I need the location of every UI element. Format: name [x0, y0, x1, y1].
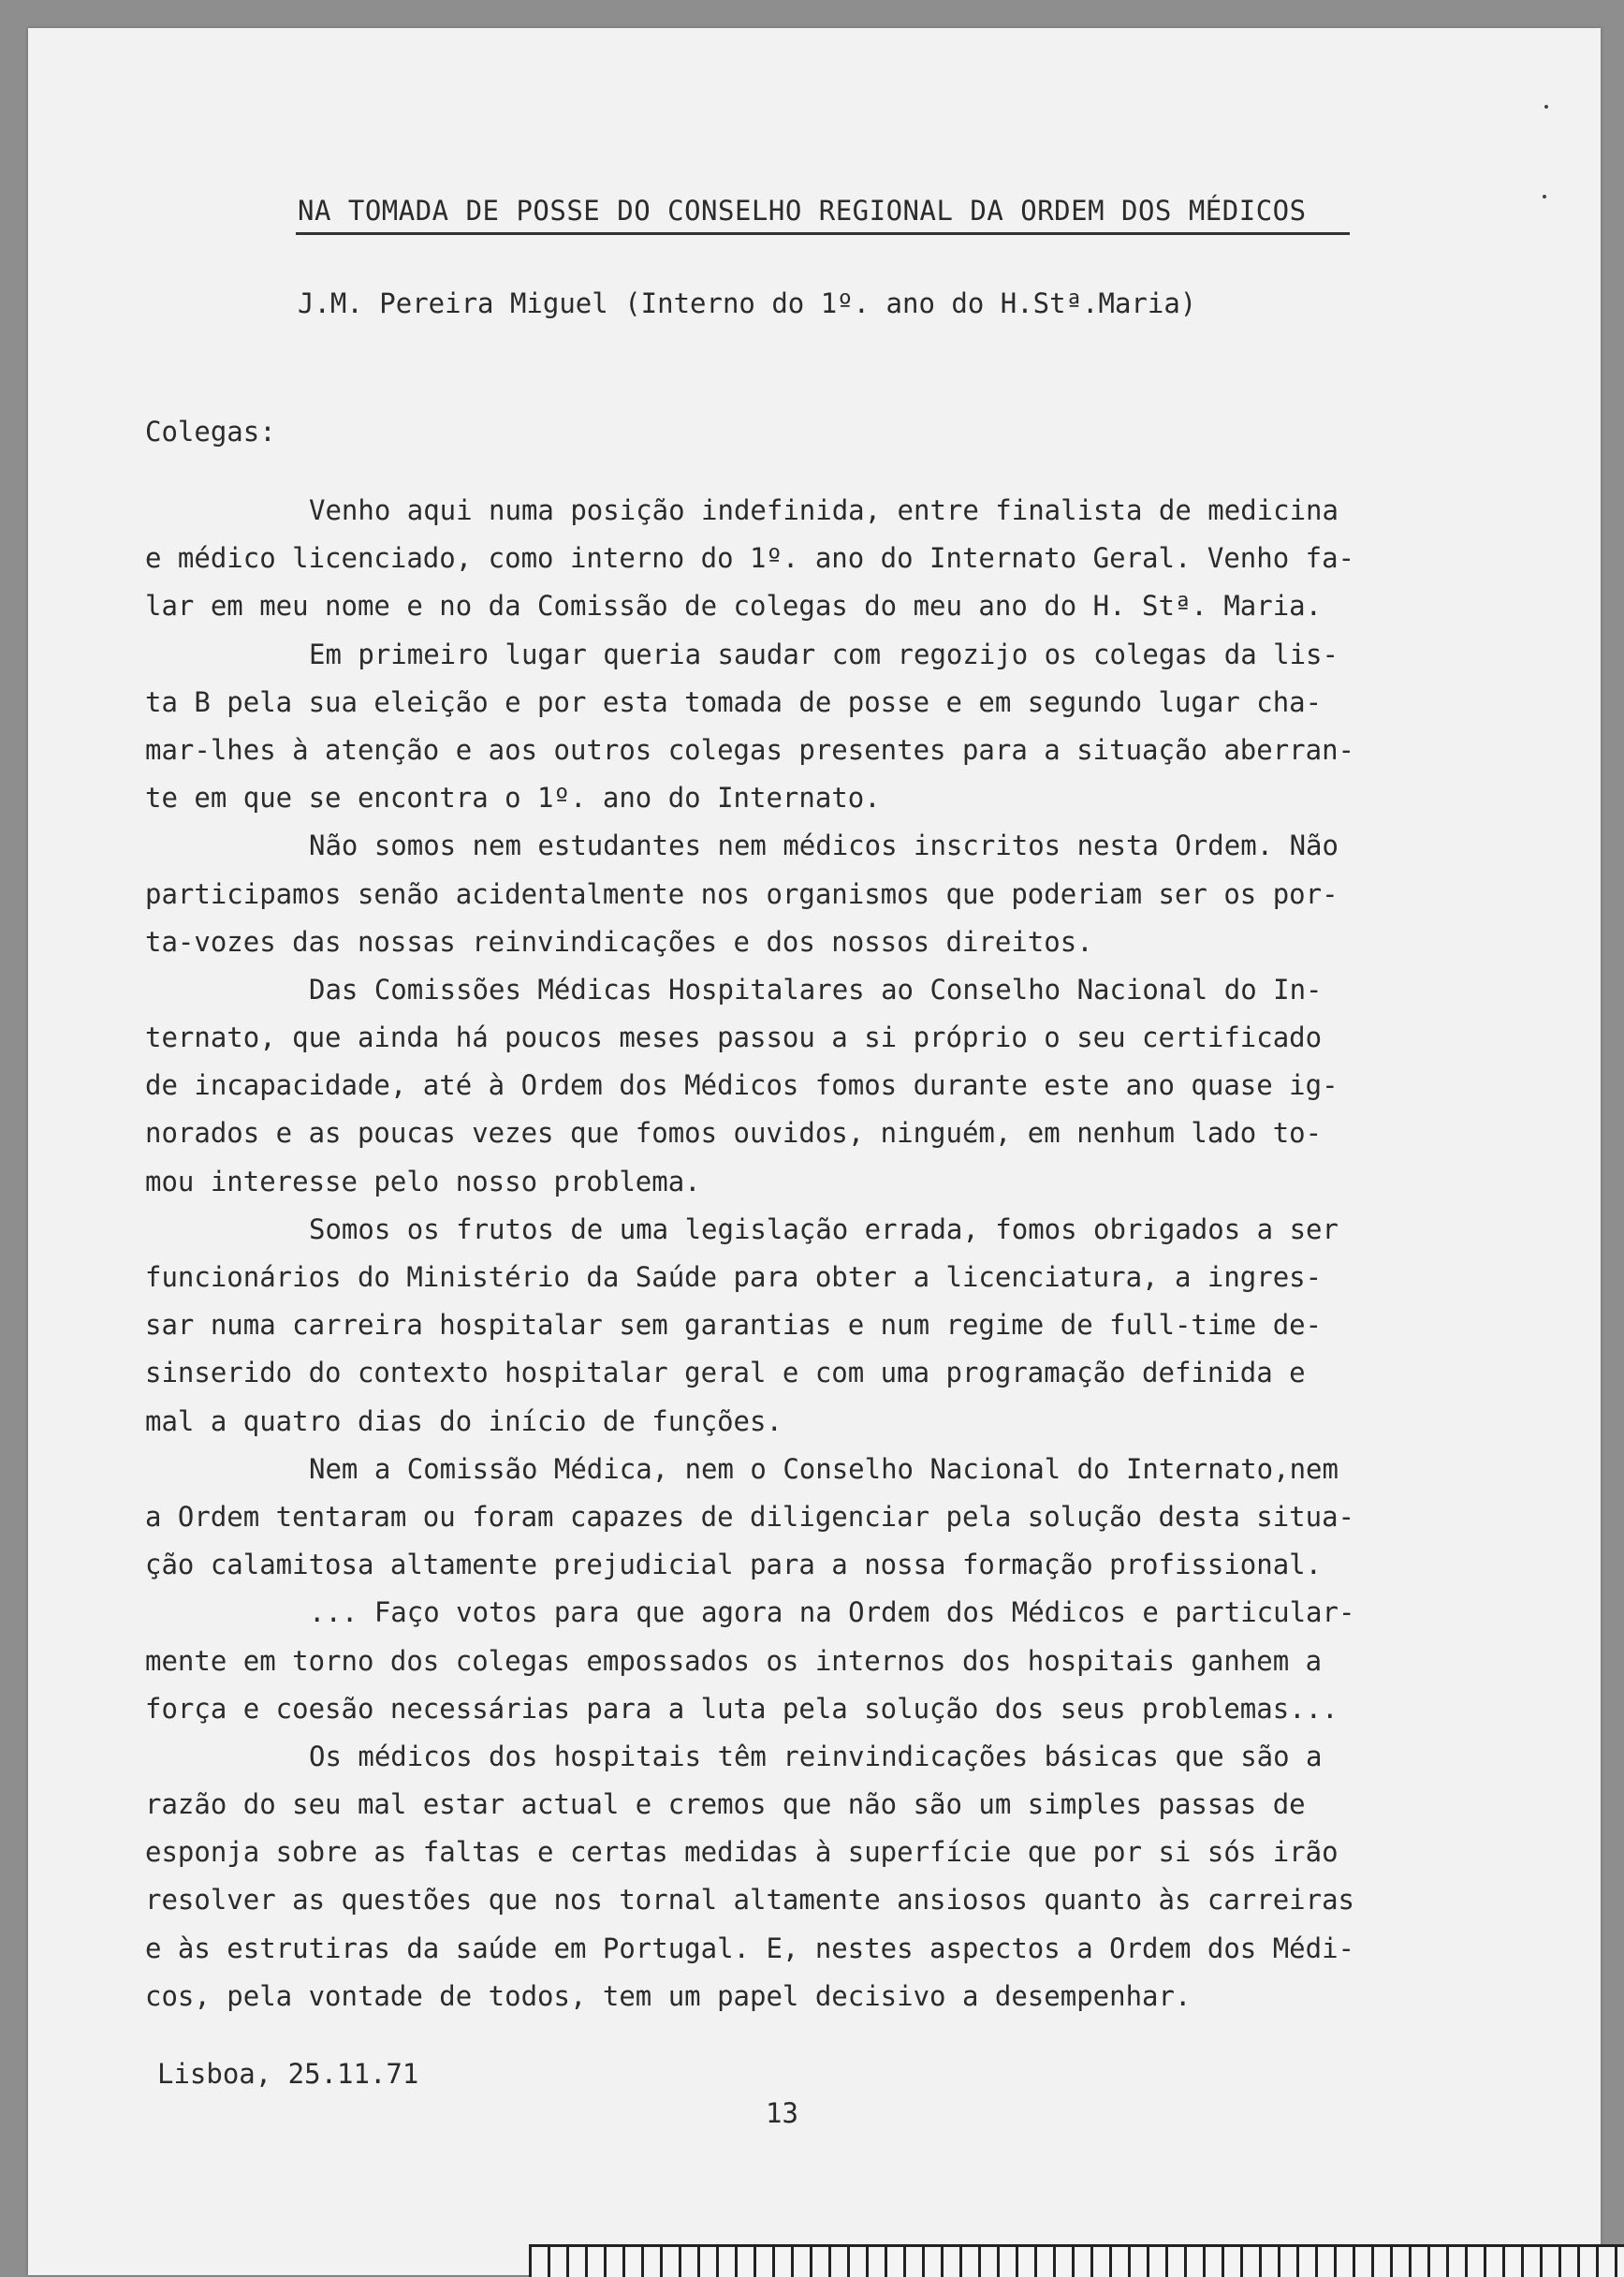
body-line: lar em meu nome e no da Comissão de colegas do meu ano do H. Stª. Maria.	[145, 590, 1323, 623]
salutation: Colegas:	[145, 416, 276, 448]
body-line: sinserido do contexto hospitalar geral e com uma programação definida e	[145, 1357, 1306, 1389]
body-line: resolver as questões que nos tornal altamente ansiosos quanto às carreiras	[145, 1884, 1355, 1917]
body-line: e médico licenciado, como interno do 1º. ano do Internato Geral. Venho fa-	[145, 542, 1355, 575]
body-line: ta-vozes das nossas reinvindicações e dos nossos direitos.	[145, 925, 1093, 958]
body-line: Das Comissões Médicas Hospitalares ao Conselho Nacional do In-	[309, 973, 1323, 1006]
body-line: ção calamitosa altamente prejudicial para a nossa formação profissional.	[145, 1549, 1323, 1581]
body-line: cos, pela vontade de todos, tem um papel decisivo a desempenhar.	[145, 1979, 1192, 2012]
body-line: funcionários do Ministério da Saúde para obter a licenciatura, a ingres-	[145, 1261, 1323, 1293]
body-line: mou interesse pelo nosso problema.	[145, 1165, 701, 1197]
author-line: J.M. Pereira Miguel (Interno do 1º. ano do H.Stª.Maria)	[298, 287, 1197, 319]
body-line: de incapacidade, até à Ordem dos Médicos fomos durante este ano quase ig-	[145, 1069, 1339, 1102]
document-title: NA TOMADA DE POSSE DO CONSELHO REGIONAL DA ORDEM DOS MÉDICOS	[298, 195, 1307, 227]
body-line: Em primeiro lugar queria saudar com regozijo os colegas da lis-	[309, 638, 1339, 670]
title-underline	[296, 232, 1350, 235]
body-line: ternato, que ainda há poucos meses passou a si próprio o seu certificado	[145, 1021, 1323, 1054]
body-line: Não somos nem estudantes nem médicos inscritos nesta Ordem. Não	[309, 830, 1339, 862]
letter-body	[145, 487, 1456, 2020]
body-line: participamos senão acidentalmente nos organismos que poderiam ser os por-	[145, 877, 1339, 910]
body-line: Venho aqui numa posição indefinida, entre finalista de medicina	[309, 494, 1339, 526]
body-line: força e coesão necessárias para a luta pela solução dos seus problemas...	[145, 1692, 1339, 1725]
body-line: mar-lhes à atenção e aos outros colegas presentes para a situação aberran-	[145, 733, 1355, 766]
body-line: te em que se encontra o 1º. ano do Internato.	[145, 782, 881, 815]
body-line: Os médicos dos hospitais têm reinvindicações básicas que são a	[309, 1740, 1323, 1772]
body-line: ta B pela sua eleição e por esta tomada de posse e em segundo lugar cha-	[145, 685, 1323, 718]
place-date-signoff: Lisboa, 25.11.71	[157, 2058, 419, 2090]
body-line: ... Faço votos para que agora na Ordem dos Médicos e particular-	[309, 1596, 1355, 1629]
speck-mark	[1544, 105, 1548, 109]
body-line: e às estrutiras da saúde em Portugal. E, nestes aspectos a Ordem dos Médi-	[145, 1932, 1355, 1964]
speck-mark	[1543, 195, 1546, 198]
body-line: Somos os frutos de uma legislação errada, fomos obrigados a ser	[309, 1212, 1339, 1245]
body-line: mente em torno dos colegas empossados os internos dos hospitais ganhem a	[145, 1644, 1323, 1677]
body-line: esponja sobre as faltas e certas medidas à superfície que por si sós irão	[145, 1836, 1339, 1869]
body-line: mal a quatro dias do início de funções.	[145, 1404, 783, 1437]
scale-ruler	[529, 2244, 1624, 2277]
body-line: a Ordem tentaram ou foram capazes de diligenciar pela solução desta situa-	[145, 1500, 1355, 1533]
body-line: sar numa carreira hospitalar sem garantias e num regime de full-time de-	[145, 1309, 1323, 1342]
body-line: Nem a Comissão Médica, nem o Conselho Nacional do Internato,nem	[309, 1452, 1339, 1485]
body-line: razão do seu mal estar actual e cremos que não são um simples passas de	[145, 1788, 1306, 1821]
page-number: 13	[766, 2097, 798, 2129]
body-line: norados e as poucas vezes que fomos ouvidos, ninguém, em nenhum lado to-	[145, 1117, 1323, 1150]
